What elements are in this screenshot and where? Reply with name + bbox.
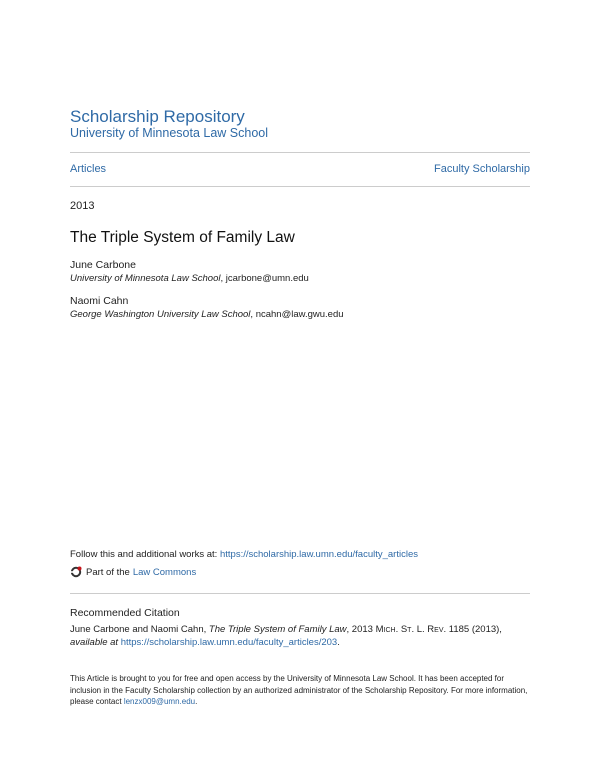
author-name: June Carbone bbox=[70, 259, 136, 271]
follow-line bbox=[70, 549, 418, 560]
part-of-line bbox=[70, 566, 196, 578]
citation-heading: Recommended Citation bbox=[70, 607, 180, 619]
faculty-scholarship-link[interactable]: Faculty Scholarship bbox=[434, 163, 530, 175]
network-commons-icon bbox=[70, 566, 82, 578]
author-affiliation bbox=[70, 309, 344, 320]
citation-end: . bbox=[337, 637, 340, 648]
articles-link[interactable]: Articles bbox=[70, 163, 107, 175]
citation-journal-pre: , 2013 bbox=[346, 624, 376, 635]
contact-email-link[interactable]: lenzx009@umn.edu bbox=[123, 697, 196, 706]
author-affiliation bbox=[70, 273, 309, 284]
article-title: The Triple System of Family Law bbox=[70, 229, 295, 246]
notice-text: This Article is brought to you for free and open access by the University of Minnesota Law School. It has been accepted for inclusion in the Faculty Scholarship collection by an authorized administrator of the Scholarship Repository. For more information, please contact bbox=[70, 674, 528, 706]
author-name: Naomi Cahn bbox=[70, 295, 129, 307]
access-notice bbox=[70, 673, 530, 708]
citation-journal: Mich. St. L. Rev. bbox=[375, 624, 447, 635]
author-email[interactable]: , ncahn@law.gwu.edu bbox=[250, 309, 344, 320]
divider-top bbox=[70, 152, 530, 153]
publication-year: 2013 bbox=[70, 200, 95, 212]
citation-url-link[interactable]: https://scholarship.law.umn.edu/faculty_articles/203 bbox=[120, 637, 338, 648]
citation-body bbox=[70, 623, 530, 649]
repository-subtitle[interactable]: University of Minnesota Law School bbox=[70, 126, 269, 140]
repository-title[interactable]: Scholarship Repository bbox=[70, 107, 245, 126]
divider-citation bbox=[70, 593, 530, 594]
law-commons-link[interactable]: Law Commons bbox=[132, 566, 197, 578]
follow-text: Follow this and additional works at: bbox=[70, 549, 220, 560]
citation-authors: June Carbone and Naomi Cahn, bbox=[70, 624, 209, 635]
faculty-articles-link[interactable]: https://scholarship.law.umn.edu/faculty_articles bbox=[219, 549, 418, 560]
author-email[interactable]: , jcarbone@umn.edu bbox=[220, 273, 309, 284]
citation-rest: 1185 (2013), bbox=[446, 624, 502, 635]
breadcrumb bbox=[70, 163, 530, 175]
author-institution: George Washington University Law School bbox=[70, 309, 251, 320]
citation-available: available at bbox=[70, 637, 119, 648]
part-of-text: Part of the bbox=[86, 566, 130, 578]
author-institution: University of Minnesota Law School bbox=[70, 273, 221, 284]
notice-end: . bbox=[195, 697, 198, 706]
divider-nav bbox=[70, 186, 530, 187]
citation-title: The Triple System of Family Law bbox=[208, 624, 347, 635]
